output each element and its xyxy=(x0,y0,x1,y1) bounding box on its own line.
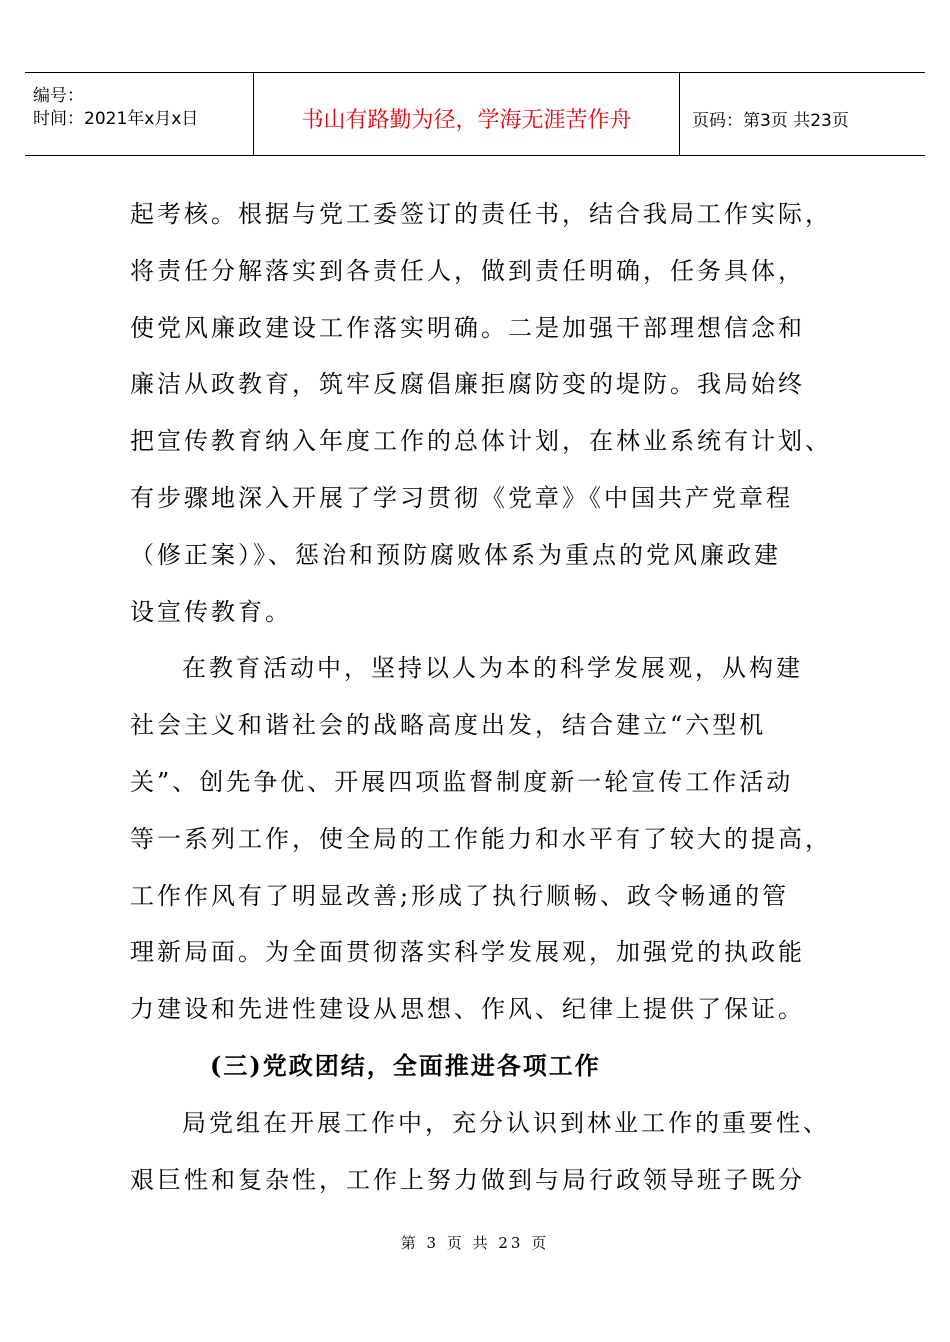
text-line: 关”、创先争优、开展四项监督制度新一轮宣传工作活动 xyxy=(130,767,794,796)
text-line: 将责任分解落实到各责任人，做到责任明确，任务具体， xyxy=(130,256,805,285)
text-line: 理新局面。为全面贯彻落实科学发展观，加强党的执政能 xyxy=(130,938,805,967)
header-motto: 书山有路勤为径，学海无涯苦作舟 xyxy=(301,108,632,133)
page-footer: 第 3 页 共 23 页 xyxy=(400,1234,550,1252)
header-page-cell xyxy=(680,73,925,155)
text-line: 在教育活动中，坚持以人为本的科学发展观，从构建 xyxy=(182,654,803,683)
text-line: 起考核。根据与党工委签订的责任书，结合我局工作实际， xyxy=(130,200,832,228)
text-line: 社会主义和谐社会的战略高度出发，结合建立“六型机 xyxy=(130,711,767,740)
text-line: 力建设和先进性建设从思想、作风、纪律上提供了保证。 xyxy=(130,995,805,1024)
text-line: 廉洁从政教育，筑牢反腐倡廉拒腐防变的堤防。我局始终 xyxy=(130,370,805,399)
header-motto-cell xyxy=(254,73,680,155)
text-line: 局党组在开展工作中，充分认识到林业工作的重要性、 xyxy=(182,1108,830,1137)
document-number-label: 编号： xyxy=(33,86,84,106)
header-page-code: 页码：第3页 共23页 xyxy=(692,111,849,131)
text-line: （修正案）》、惩治和预防腐败体系为重点的党风廉政建 xyxy=(130,540,781,569)
section-heading: (三)党政团结，全面推进各项工作 xyxy=(210,1050,601,1080)
text-line: 设宣传教育。 xyxy=(130,597,292,626)
text-line: 把宣传教育纳入年度工作的总体计划，在林业系统有计划、 xyxy=(130,427,832,456)
text-line: 等一系列工作，使全局的工作能力和水平有了较大的提高， xyxy=(130,824,832,853)
document-body xyxy=(130,190,830,1212)
text-line: 使党风廉政建设工作落实明确。二是加强干部理想信念和 xyxy=(130,313,805,342)
document-date-label: 时间：2021年x月x日 xyxy=(33,109,199,129)
text-line: 工作作风有了明显改善;形成了执行顺畅、政令畅通的管 xyxy=(130,881,790,910)
text-line: 有步骤地深入开展了学习贯彻《党章》《中国共产党章程 xyxy=(130,483,793,512)
page-header xyxy=(25,72,925,156)
text-line: 艰巨性和复杂性，工作上努力做到与局行政领导班子既分 xyxy=(130,1165,805,1194)
header-meta-cell xyxy=(25,73,254,155)
